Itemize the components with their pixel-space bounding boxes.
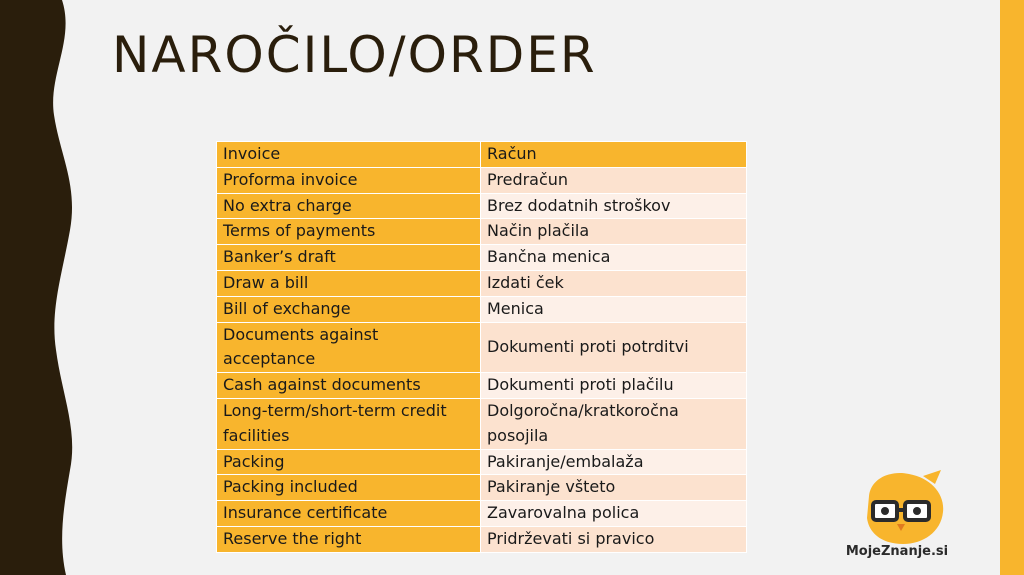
right-accent-bar [1000, 0, 1024, 575]
table-row [217, 296, 747, 322]
english-term: Terms of payments [217, 219, 481, 245]
table-row [217, 322, 747, 373]
english-term: No extra charge [217, 193, 481, 219]
english-term: Draw a bill [217, 270, 481, 296]
table-row [217, 245, 747, 271]
english-term: Banker’s draft [217, 245, 481, 271]
english-term: Long-term/short-term credit facilities [217, 398, 481, 449]
slovenian-term: Pridrževati si pravico [481, 526, 747, 552]
table-row [217, 219, 747, 245]
slovenian-term: Bančna menica [481, 245, 747, 271]
slide-title: NAROČILO/ORDER [112, 26, 597, 84]
slovenian-term: Pakiranje všteto [481, 475, 747, 501]
english-term: Bill of exchange [217, 296, 481, 322]
english-term: Cash against documents [217, 373, 481, 399]
english-term: Reserve the right [217, 526, 481, 552]
vocabulary-table [216, 141, 747, 553]
table-row [217, 449, 747, 475]
table-row [217, 475, 747, 501]
table-row [217, 501, 747, 527]
slovenian-term: Dolgoročna/kratkoročna posojila [481, 398, 747, 449]
table-row [217, 193, 747, 219]
slovenian-term: Brez dodatnih stroškov [481, 193, 747, 219]
slovenian-term: Račun [481, 142, 747, 168]
english-term: Invoice [217, 142, 481, 168]
logo-text: MojeZnanje.si [845, 544, 949, 559]
slovenian-term: Menica [481, 296, 747, 322]
table-row [217, 167, 747, 193]
slovenian-term: Način plačila [481, 219, 747, 245]
table-row [217, 526, 747, 552]
table-row [217, 398, 747, 449]
table-row [217, 142, 747, 168]
english-term: Documents against acceptance [217, 322, 481, 373]
english-term: Proforma invoice [217, 167, 481, 193]
slovenian-term: Zavarovalna polica [481, 501, 747, 527]
slovenian-term: Pakiranje/embalaža [481, 449, 747, 475]
table-row [217, 373, 747, 399]
slovenian-term: Izdati ček [481, 270, 747, 296]
english-term: Packing [217, 449, 481, 475]
slovenian-term: Dokumenti proti plačilu [481, 373, 747, 399]
slovenian-term: Dokumenti proti potrditvi [481, 322, 747, 373]
english-term: Packing included [217, 475, 481, 501]
mojeznanje-logo [833, 468, 961, 568]
left-wave-decoration [0, 0, 80, 575]
owl-mascot-icon [833, 468, 961, 546]
english-term: Insurance certificate [217, 501, 481, 527]
slovenian-term: Predračun [481, 167, 747, 193]
table-row [217, 270, 747, 296]
